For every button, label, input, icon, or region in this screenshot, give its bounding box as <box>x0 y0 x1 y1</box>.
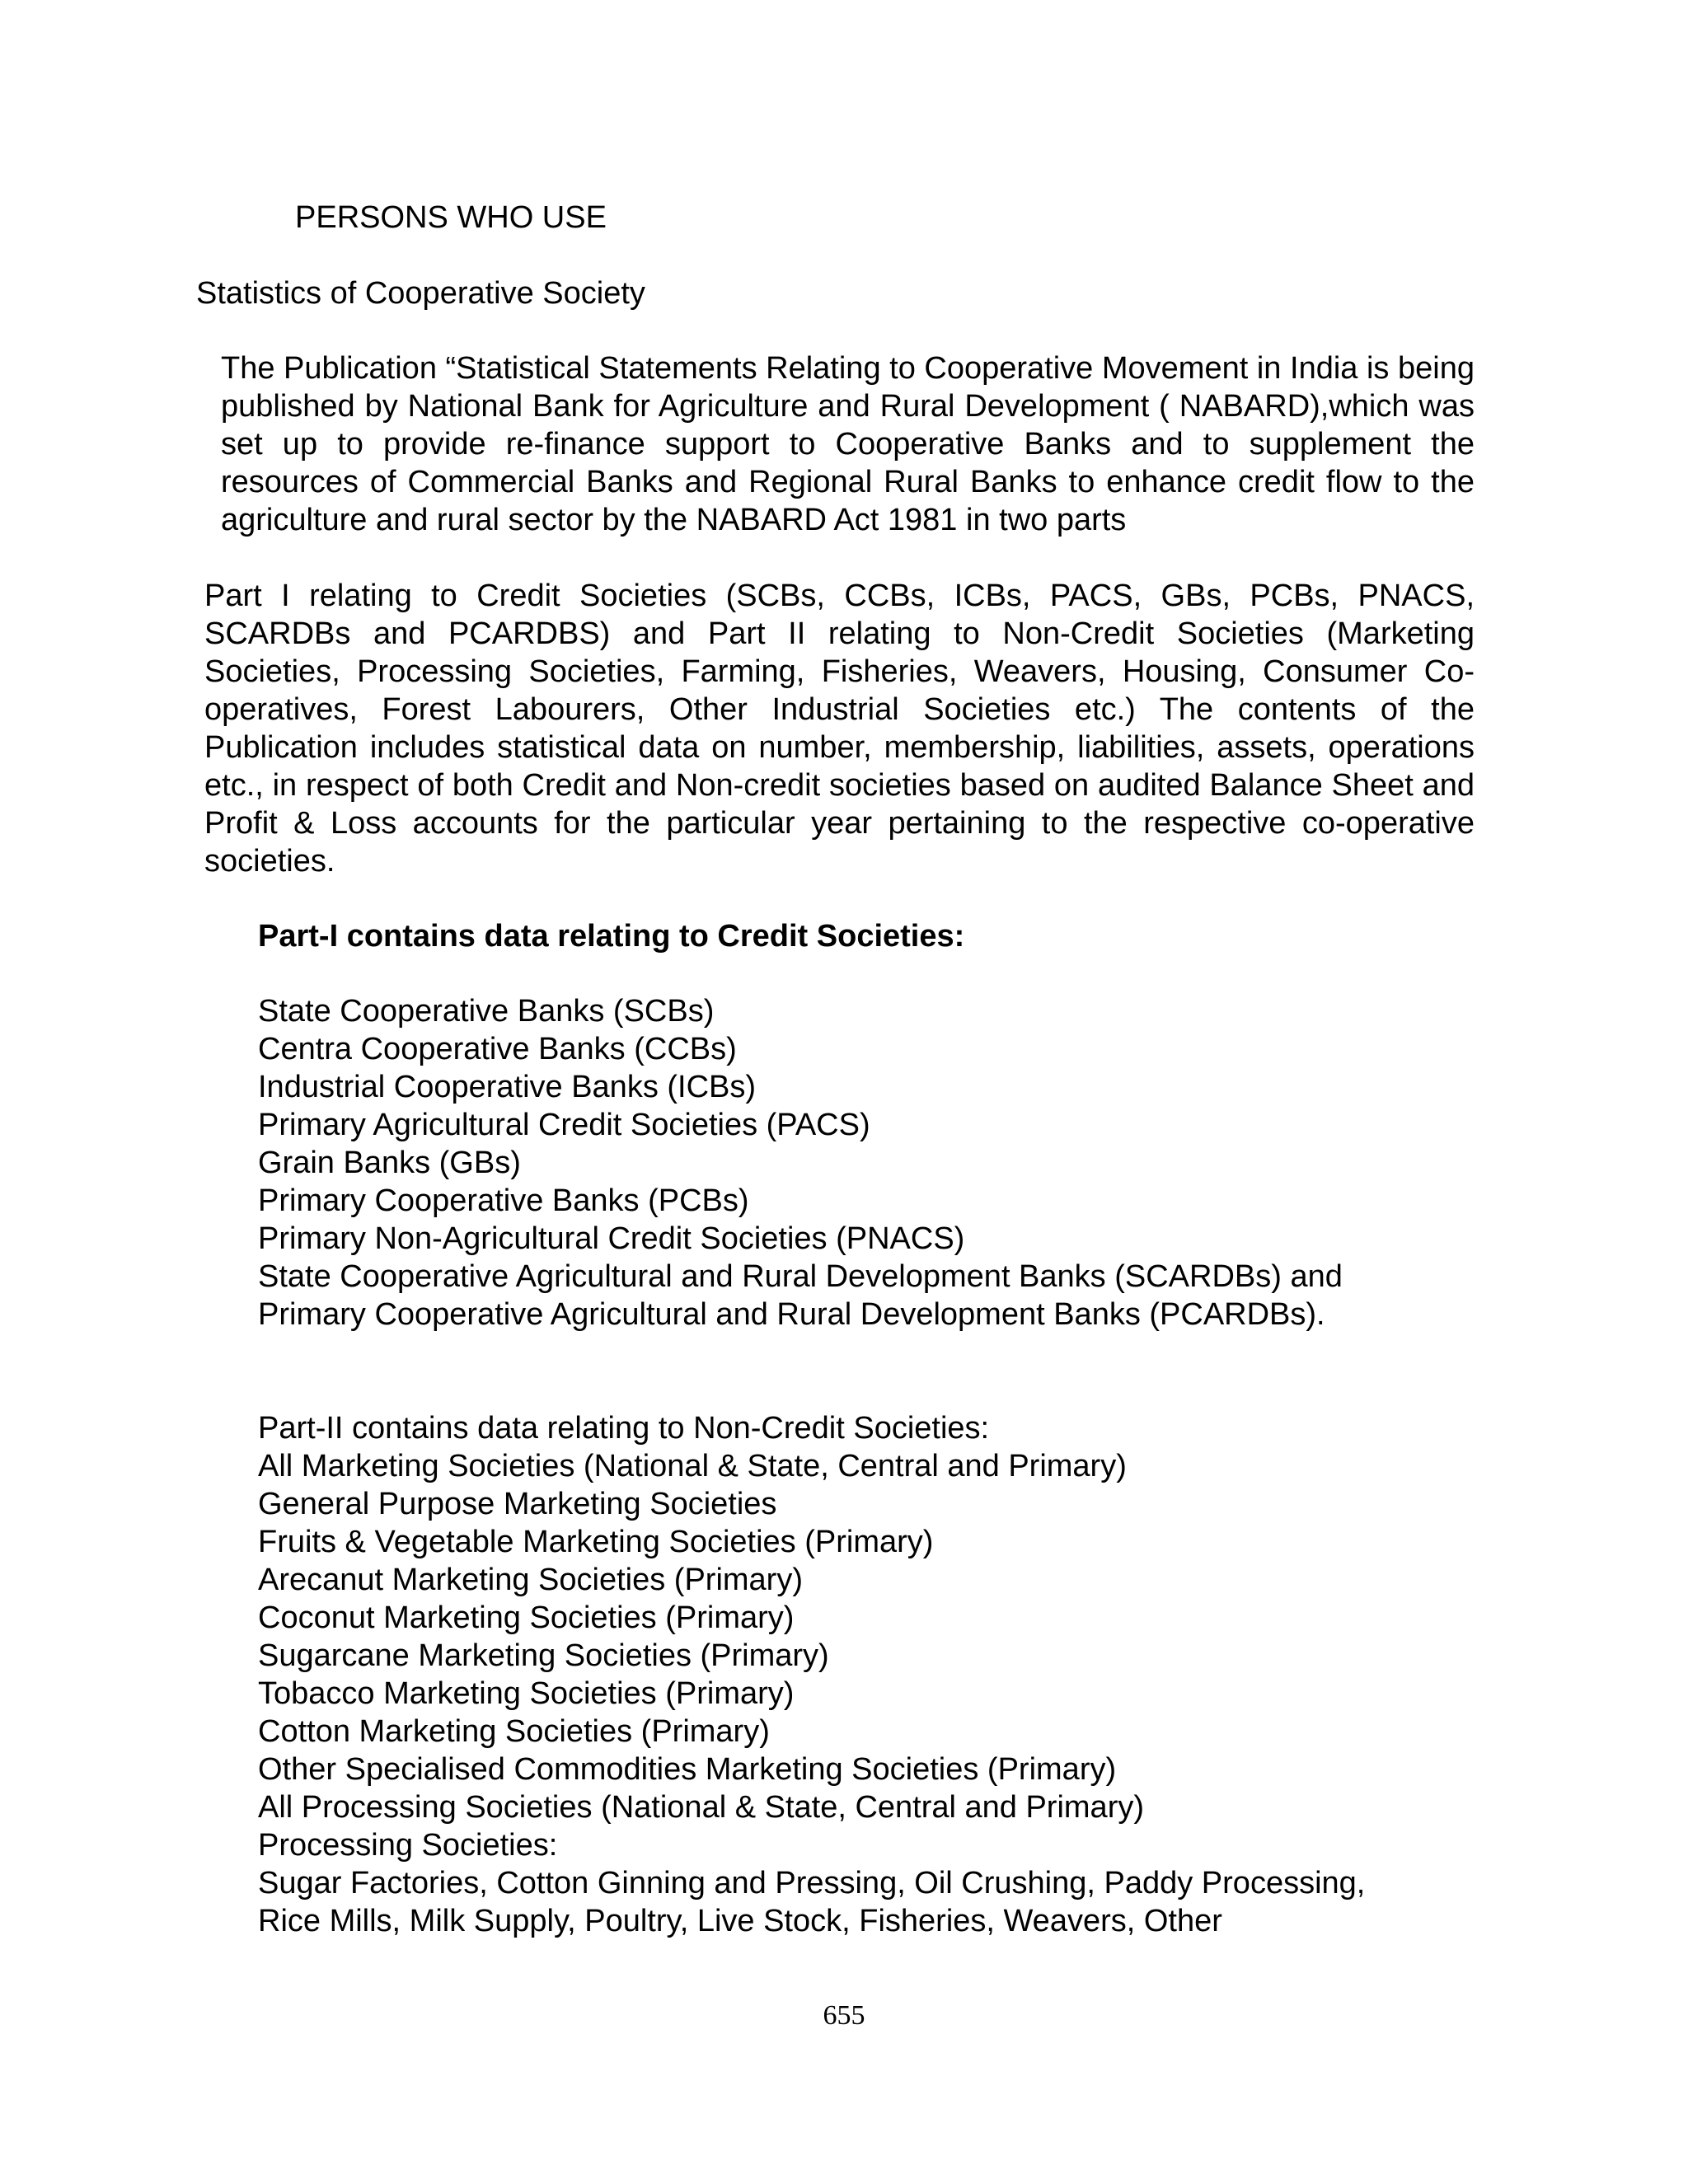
part-two-title: Part-II contains data relating to Non-Credit Societies: <box>258 1411 990 1446</box>
list-item: Fruits & Vegetable Marketing Societies (Primary) <box>258 1525 934 1559</box>
page-subheading: Statistics of Cooperative Society <box>196 276 645 311</box>
list-item: Rice Mills, Milk Supply, Poultry, Live Stock, Fisheries, Weavers, Other <box>258 1904 1222 1938</box>
list-item: Primary Cooperative Agricultural and Rural Development Banks (PCARDBs). <box>258 1297 1325 1332</box>
list-item: Industrial Cooperative Banks (ICBs) <box>258 1070 757 1104</box>
list-item: Other Specialised Commodities Marketing Societies (Primary) <box>258 1752 1117 1787</box>
page-number: 655 <box>823 2000 865 2031</box>
list-item: General Purpose Marketing Societies <box>258 1487 777 1521</box>
list-item: State Cooperative Banks (SCBs) <box>258 994 715 1029</box>
part-two-list <box>258 1409 1365 1940</box>
list-item: Centra Cooperative Banks (CCBs) <box>258 1032 737 1066</box>
part-one-title: Part-I contains data relating to Credit Societies: <box>258 919 965 954</box>
list-item: Processing Societies: <box>258 1828 558 1863</box>
list-item: Primary Cooperative Banks (PCBs) <box>258 1183 749 1218</box>
part-one-list <box>258 992 1343 1333</box>
list-item: Grain Banks (GBs) <box>258 1146 521 1180</box>
list-item: Tobacco Marketing Societies (Primary) <box>258 1676 795 1711</box>
list-item: Coconut Marketing Societies (Primary) <box>258 1601 795 1635</box>
list-item: Cotton Marketing Societies (Primary) <box>258 1714 770 1749</box>
list-item: Primary Non-Agricultural Credit Societies (PNACS) <box>258 1221 965 1256</box>
list-item: Arecanut Marketing Societies (Primary) <box>258 1563 803 1597</box>
list-item: Sugarcane Marketing Societies (Primary) <box>258 1638 829 1673</box>
list-item: All Marketing Societies (National & State, Central and Primary) <box>258 1449 1127 1483</box>
page-heading: PERSONS WHO USE <box>295 200 607 235</box>
list-item: State Cooperative Agricultural and Rural Development Banks (SCARDBs) and <box>258 1259 1343 1294</box>
parts-paragraph: Part I relating to Credit Societies (SCBs, CCBs, ICBs, PACS, GBs, PCBs, PNACS, SCARDBs and PCARDBS) and Part II relating to Non-Credit Societies (Marketing Societies, Processing Societies, Farming, Fisheries, Weavers, Housing, Consumer Co-operatives, Forest Labourers, Other Industrial Societies etc.) The contents of the Publication includes statistical data on number, membership, liabilities, assets, operations etc., in respect of both Credit and Non-credit societies based on audited Balance Sheet and Profit & Loss accounts for the particular year pertaining to the respective co-operative societies. <box>204 579 1475 879</box>
intro-paragraph: The Publication “Statistical Statements Relating to Cooperative Movement in India is being published by National Bank for Agriculture and Rural Development ( NABARD),which was set up to provide re-finance support to Cooperative Banks and to supplement the resources of Commercial Banks and Regional Rural Banks to enhance credit flow to the agriculture and rural sector by the NABARD Act 1981 in two parts <box>221 351 1475 537</box>
list-item: All Processing Societies (National & State, Central and Primary) <box>258 1790 1145 1825</box>
list-item: Sugar Factories, Cotton Ginning and Pressing, Oil Crushing, Paddy Processing, <box>258 1866 1366 1900</box>
list-item: Primary Agricultural Credit Societies (PACS) <box>258 1108 870 1142</box>
